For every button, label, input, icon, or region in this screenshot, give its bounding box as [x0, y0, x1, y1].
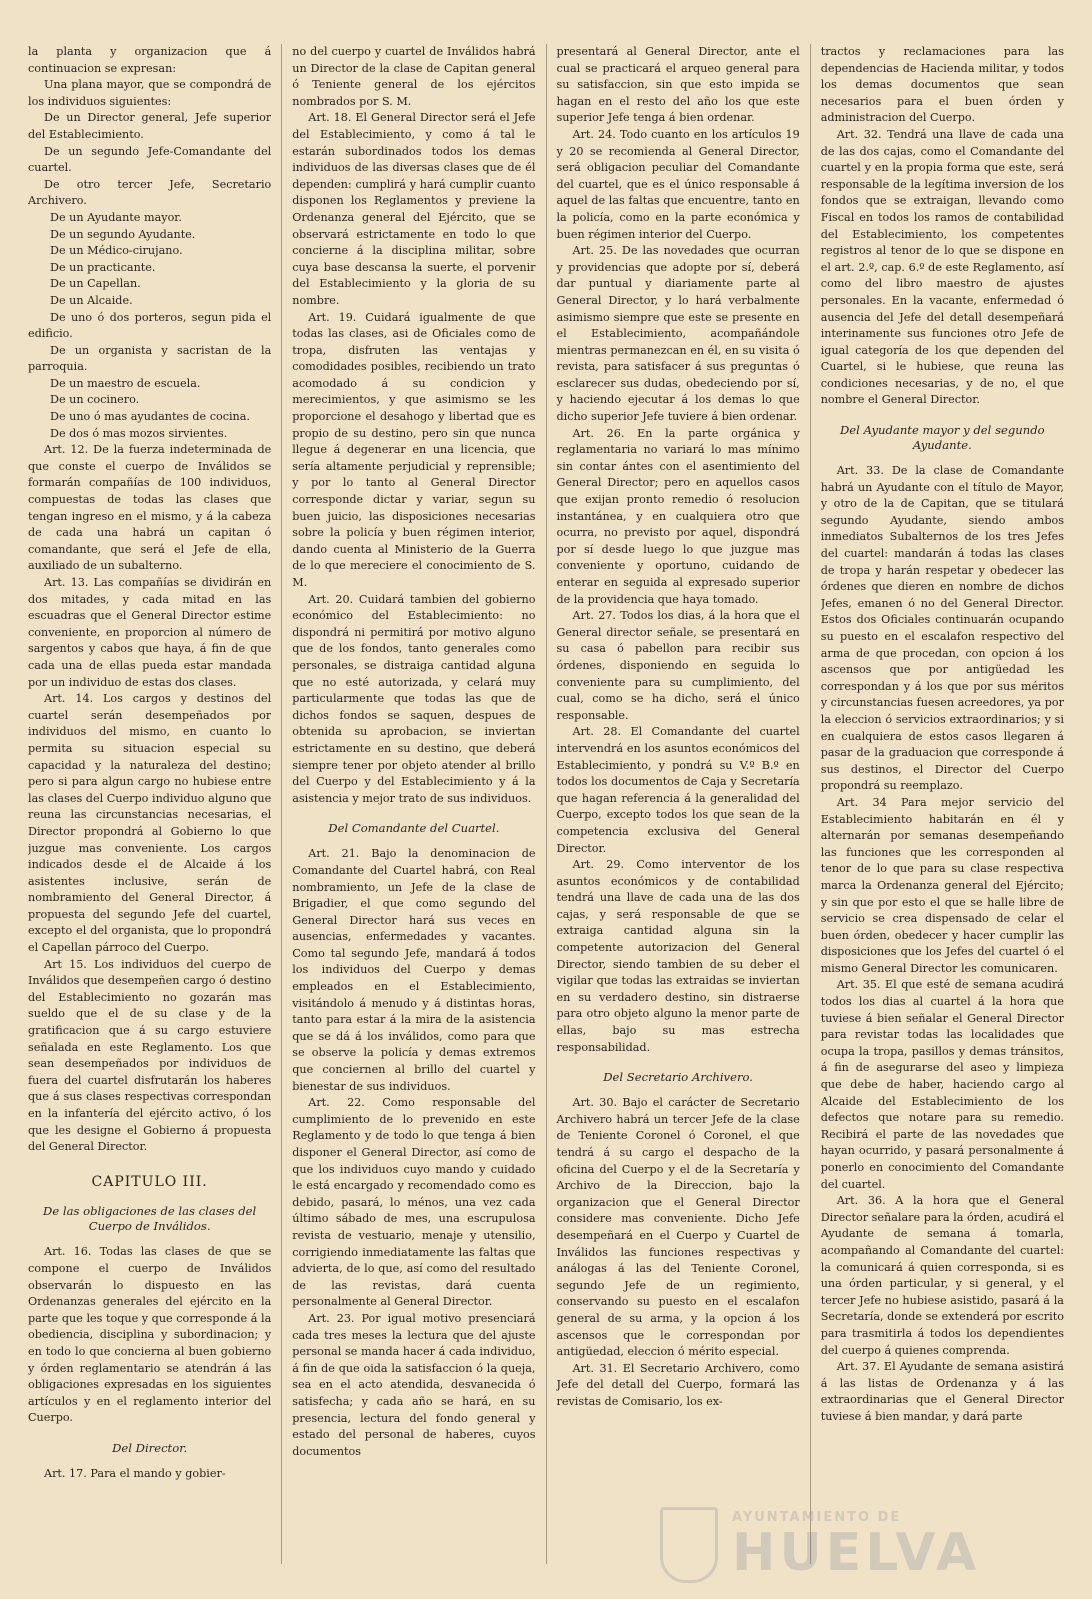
paragraph: Art. 35. El que esté de semana acudirá todos los dias al cuartel á la hora que tuviese á bien señalar el General Director para revistar todas las localidades que ocupa la tropa, pasillos y demas tránsitos, á fin de asegurarse del aseo y limpieza que debe de haber, haciendo cargo al Alcaide del Establecimiento de los defectos que notare para su remedio. Recibirá el parte de las novedades que hayan ocurrido, y pasará personalmente á ponerlo en conocimiento del Comandante del cuartel.: [820, 978, 1064, 1191]
column-4: [821, 44, 1064, 1564]
paragraph: De un cocinero.: [50, 393, 140, 407]
section-heading: Del Ayudante mayor y del segundo Ayudante.: [840, 423, 1045, 453]
paragraph: Art. 32. Tendrá una llave de cada una de las dos cajas, como el Comandante del cuartel y en la propia forma que este, será responsable de la legítima inversion de los fondos que se extraigan, llevando como Fiscal en todos los ramos de contabilidad del Establecimiento, los competentes registros al tenor de lo que se dispone en el art. 2.º, cap. 6.º de este Reglamento, así como del libro maestro de ajustes personales. En la vacante, enfermedad ó ausencia del Jefe del detall desempeñará interinamente sus funciones otro Jefe de igual categoría de los que dependen del Cuartel, si le hubiese, que reuna las condiciones necesarias, y de no, el que nombre el General Director.: [820, 127, 1064, 407]
paragraph: Art. 31. El Secretario Archivero, como Jefe del detall del Cuerpo, formará las revistas de Comisario, los ex-: [556, 1361, 800, 1408]
column-rule: [546, 44, 547, 1564]
paragraph: Art. 20. Cuidará tambien del gobierno económico del Establecimiento: no dispondrá ni permitirá por motivo alguno que de los fondos, tanto generales como personales, se distraiga cantidad alguna que no esté autorizada, y celará muy particularmente que todas las que de dichos fondos se saquen, despues de obtenida su aprobacion, se inviertan estrictamente en su destino, que deberá siempre tener por objeto atender al brillo del Cuerpo y del Establecimiento y á la asistencia y mejor trato de sus individuos.: [292, 592, 536, 805]
paragraph: De un organista y sacristan de la parroquia.: [28, 343, 272, 374]
paragraph: Art. 26. En la parte orgánica y reglamentaria no variará lo mas mínimo sin contar ántes con el asentimiento del General Director; pero en aquellos casos que exijan pronto remedio ó resolucion instantánea, y en cualquiera otro que ocurra, no previsto por aquel, dispondrá por sí desde luego lo que juzgue mas conveniente y oportuno, cuidando de enterar en seguida al expresado superior de la providencia que haya tomado.: [556, 426, 800, 606]
archive-watermark: [660, 1500, 1000, 1590]
paragraph: tractos y reclamaciones para las dependencias de Hacienda militar, y todos los demas documentos que sean necesarios para el buen órden y administracion del Cuerpo.: [820, 45, 1064, 125]
paragraph: la planta y organizacion que á continuacion se expresan:: [28, 45, 272, 75]
paragraph: Art. 24. Todo cuanto en los artículos 19 y 20 se recomienda al General Director, será obligacion peculiar del Comandante del cuartel, que es el único responsable á aquel de las faltas que encuentre, tanto en la policía, como en la parte económica y buen régimen interior del Cuerpo.: [556, 127, 800, 241]
paragraph: De dos ó mas mozos sirvientes.: [50, 426, 228, 440]
paragraph: Una plana mayor, que se compondrá de los individuos siguientes:: [28, 78, 272, 108]
paragraph: De un Alcaide.: [50, 293, 133, 307]
paragraph: Art 15. Los individuos del cuerpo de Inválidos que desempeñen cargo ó destino del Establecimiento no gozarán mas sueldo que el de su clase y de la gratificacion que á su cargo estuviere señalada en este Reglamento. Los que sean desempeñados por individuos de fuera del cuartel disfrutarán los haberes que á sus clases respectivas correspondan en la infantería del ejército activo, ó los que les designe el Gobierno á propuesta del General Director.: [28, 957, 272, 1154]
watermark-small: AYUNTAMIENTO DE: [732, 1509, 902, 1525]
paragraph: De un maestro de escuela.: [50, 376, 201, 390]
paragraph: Art. 14. Los cargos y destinos del cuartel serán desempeñados por individuos del mismo, en cuanto lo permita su situacion especial su capacidad y la naturaleza del destino; pero si para algun cargo no hubiese entre las clases del Cuerpo individuo alguno que reuna las circunstancias necesarias, el Director propondrá al Gobierno lo que juzgue mas conveniente. Los cargos indicados desde el de Alcaide á los asistentes inclusive, serán de nombramiento del General Director, á propuesta del segundo Jefe del cuartel, excepto el del organista, que lo propondrá el Capellan párroco del Cuerpo.: [28, 692, 272, 955]
document-page: [28, 44, 1064, 1564]
paragraph: Art. 27. Todos los dias, á la hora que el General director señale, se presentará en su casa ó pabellon para recibir sus órdenes, disponiendo en seguida lo conveniente para su cumplimiento, del cual, como se ha dicho, será el único responsable.: [556, 609, 800, 722]
section-heading: Del Secretario Archivero.: [603, 1070, 753, 1085]
paragraph: Art. 33. De la clase de Comandante habrá un Ayudante con el título de Mayor, y otro de la de Capitan, que se titulará segundo Ayudante, siendo ambos inmediatos Subalternos de los tres Jefes del cuartel: mandarán á todas las clases de tropa y harán respetar y obedecer las órdenes que dieren en nombre de dichos Jefes, emanen ó no del General Director. Estos dos Oficiales continuarán ocupando su puesto en el escalafon respectivo del arma de que procedan, con opcion á los ascensos que por antigüedad les correspondan y á los que por sus méritos y circunstancias fuesen acreedores, ya por la eleccion ó servicios extraordinarios; y si en cualquiera de estos casos llegaren á pasar de la graduacion que corresponde á sus destinos, el Director del Cuerpo propondrá su reemplazo.: [820, 464, 1064, 793]
paragraph: De un practicante.: [50, 260, 156, 274]
column-1: [28, 44, 271, 1564]
column-3: [556, 44, 799, 1564]
paragraph: Art. 37. El Ayudante de semana asistirá á las listas de Ordenanza y á las extraordinarias que el General Director tuviese á bien mandar, y dará parte: [820, 1360, 1064, 1423]
paragraph: Art. 13. Las compañías se dividirán en dos mitades, y cada mitad en las escuadras que el General Director estime conveniente, en proporcion al número de sargentos y cabos que haya, á fin de que cada una de ellas pueda estar mandada por un individuo de estas dos clases.: [28, 576, 272, 689]
column-rule: [281, 44, 282, 1564]
paragraph: De un segundo Jefe-Comandante del cuartel.: [28, 144, 272, 175]
section-heading: Del Director.: [112, 1440, 188, 1455]
paragraph: Art. 19. Cuidará igualmente de que todas las clases, asi de Oficiales como de tropa, disfruten las ventajas y comodidades posibles, recibiendo un trato acomodado á su condicion y merecimientos, y que asimismo se les proporcione el desahogo y libertad que es propio de su destino, pero sin que nunca llegue á degenerar en una licencia, que sería altamente perjudicial y reprensible; y por lo tanto al General Director corresponde dictar y variar, segun su buen juicio, las disposiciones necesarias sobre la policía y buen régimen interior, dando cuenta al Ministerio de la Guerra de lo que mereciere el conocimiento de S. M.: [292, 310, 536, 589]
paragraph: De uno ó dos porteros, segun pida el edificio.: [28, 310, 272, 341]
paragraph: De un Ayudante mayor.: [50, 210, 182, 224]
watermark-big: HUELVA: [732, 1522, 981, 1583]
paragraph: Art. 21. Bajo la denominacion de Comandante del Cuartel habrá, con Real nombramiento, un Jefe de la clase de Brigadier, el que como segundo del General Director hará sus veces en ausencias, enfermedades y vacantes. Como tal segundo Jefe, mandará á todos los individuos del Cuerpo y demas empleados en el Establecimiento, visitándolo á menudo y á distintas horas, tanto para estar á la mira de la asistencia que se dá á los inválidos, como para que se observe la policía y demas extremos que conciernen al brillo del cuartel y bienestar de sus individuos.: [292, 847, 536, 1093]
coat-of-arms-icon: [660, 1507, 718, 1583]
paragraph: De un Capellan.: [50, 277, 141, 291]
section-heading: De las obligaciones de las clases del Cuerpo de Inválidos.: [43, 1204, 257, 1234]
paragraph: Art. 18. El General Director será el Jefe del Establecimiento, y como á tal le estarán subordinados todos los demas individuos de las diversas clases que de él dependen: cumplirá y hará cumplir cuanto disponen los Reglamentos y previene la Ordenanza general del Ejército, que se observará estrictamente en todo lo que concierne á la disciplina militar, sobre cuya base descansa la suerte, el porvenir del Establecimiento y la gloria de su nombre.: [292, 111, 536, 307]
paragraph: Art. 23. Por igual motivo presenciará cada tres meses la lectura que del ajuste personal se manda hacer á cada individuo, á fin de que oida la satisfaccion ó la queja, sea en el acto atendida, desvanecida ó satisfecha; y cada año se hará, en su presencia, lectura del fondo general y estado del personal de haberes, cuyos documentos: [292, 1311, 536, 1458]
paragraph: De otro tercer Jefe, Secretario Archivero.: [28, 177, 272, 208]
paragraph: De un Director general, Jefe superior del Establecimiento.: [28, 111, 272, 141]
paragraph: De uno ó mas ayudantes de cocina.: [50, 410, 250, 424]
paragraph: Art. 22. Como responsable del cumplimiento de lo prevenido en este Reglamento y de todo lo que tenga á bien disponer el General Director, así como de que los individuos cuyo mando y cuidado le está encargado y recomendado como es debido, pasará, lo ménos, una vez cada último sábado de mes, una escrupulosa revista de vestuario, menaje y utensilio, corrigiendo inmediatamente las faltas que advierta, de lo que, así como del resultado de las revistas, dará cuenta personalmente al General Director.: [292, 1096, 536, 1309]
paragraph: presentará al General Director, ante el cual se practicará el arqueo general para su satisfaccion, sin que esto impida se hagan en el resto del año los que este superior Jefe tenga á bien ordenar.: [556, 45, 800, 125]
paragraph: Art. 36. A la hora que el General Director señalare para la órden, acudirá el Ayudante de semana á tomarla, acompañando al Comandante del cuartel: la comunicará á quien corresponda, si es una órden particular, y si general, y el tercer Jefe no hubiese asistido, pasará á la Secretaría, donde se extenderá por escrito para trasmitirla á todos los dependientes del cuerpo á quienes comprenda.: [820, 1194, 1064, 1357]
section-heading: CAPITULO III.: [91, 1173, 208, 1190]
paragraph: Art. 17. Para el mando y gobier-: [44, 1466, 226, 1480]
section-heading: Del Comandante del Cuartel.: [328, 821, 500, 836]
paragraph: De un Médico-cirujano.: [50, 244, 183, 258]
paragraph: Art. 30. Bajo el carácter de Secretario Archivero habrá un tercer Jefe de la clase de Teniente Coronel ó Coronel, el que tendrá á su cargo el despacho de la oficina del Cuerpo y el de la Secretaría y Archivo de la Direccion, bajo la organizacion que el General Director considere mas conveniente. Dicho Jefe desempeñará en el Cuerpo y Cuartel de Inválidos las funciones respectivas y análogas á las del Teniente Coronel, segundo Jefe de un regimiento, conservando su puesto en el escalafon general de su arma, y la opcion á los ascensos que le correspondan por antigüedad, eleccion ó mérito especial.: [556, 1096, 800, 1359]
paragraph: Art. 16. Todas las clases de que se compone el cuerpo de Inválidos observarán lo dispuesto en las Ordenanzas generales del ejército en la parte que les toque y que corresponde á la obediencia, disciplina y subordinacion; y en todo lo que concierna al buen gobierno y órden reglamentario se atendrán á las obligaciones expresadas en los siguientes artículos y en el reglamento interior del Cuerpo.: [28, 1245, 272, 1425]
paragraph: Art. 28. El Comandante del cuartel intervendrá en los asuntos económicos del Establecimiento, y pondrá su V.º B.º en todos los documentos de Caja y Secretaría que hagan referencia á la generalidad del Cuerpo, excepto todos los que sean de la competencia exclusiva del General Director.: [556, 725, 800, 855]
paragraph: no del cuerpo y cuartel de Inválidos habrá un Director de la clase de Capitan general ó Teniente general de los ejércitos nombrados por S. M.: [292, 45, 536, 108]
column-2: [292, 44, 535, 1564]
paragraph: De un segundo Ayudante.: [50, 227, 196, 241]
column-rule: [810, 44, 811, 1564]
paragraph: Art. 34 Para mejor servicio del Establecimiento habitarán en él y alternarán por semanas desempeñando las funciones que les corresponden al tenor de lo que para su clase respectiva marca la Ordenanza general del Ejército; y sin que por esto el que se halle libre de servicio se crea dispensado de celar el buen órden, obedecer y hacer cumplir las disposiciones que los Jefes del cuartel ó el mismo General Director les comunicaren.: [820, 795, 1064, 975]
paragraph: Art. 12. De la fuerza indeterminada de que conste el cuerpo de Inválidos se formarán compañías de 100 individuos, compuestas de todas las clases que tengan ingreso en el mismo, y á la cabeza de cada una habrá un capitan ó comandante, que será el Jefe de ella, auxiliado de un subalterno.: [28, 443, 272, 573]
paragraph: Art. 29. Como interventor de los asuntos económicos y de contabilidad tendrá una llave de cada una de las dos cajas, y será responsable de que se extraiga cantidad alguna sin la competente autorizacion del General Director, siendo tambien de su deber el vigilar que todas las extraidas se inviertan en su verdadero destino, sin distraerse para otro objeto alguno la menor parte de ellas, bajo su mas estrecha responsabilidad.: [556, 858, 800, 1054]
paragraph: Art. 25. De las novedades que ocurran y providencias que adopte por sí, deberá dar puntual y diariamente parte al General Director, y lo hará verbalmente asimismo siempre que este se presente en el Establecimiento, acompañándole mientras permanezcan en él, en su visita ó revista, para satisfacer á sus preguntas ó esclarecer sus dudas, obedeciendo por sí, y haciendo ejecutar á los demas lo que dicho superior Jefe tuviere á bien ordenar.: [556, 244, 800, 424]
